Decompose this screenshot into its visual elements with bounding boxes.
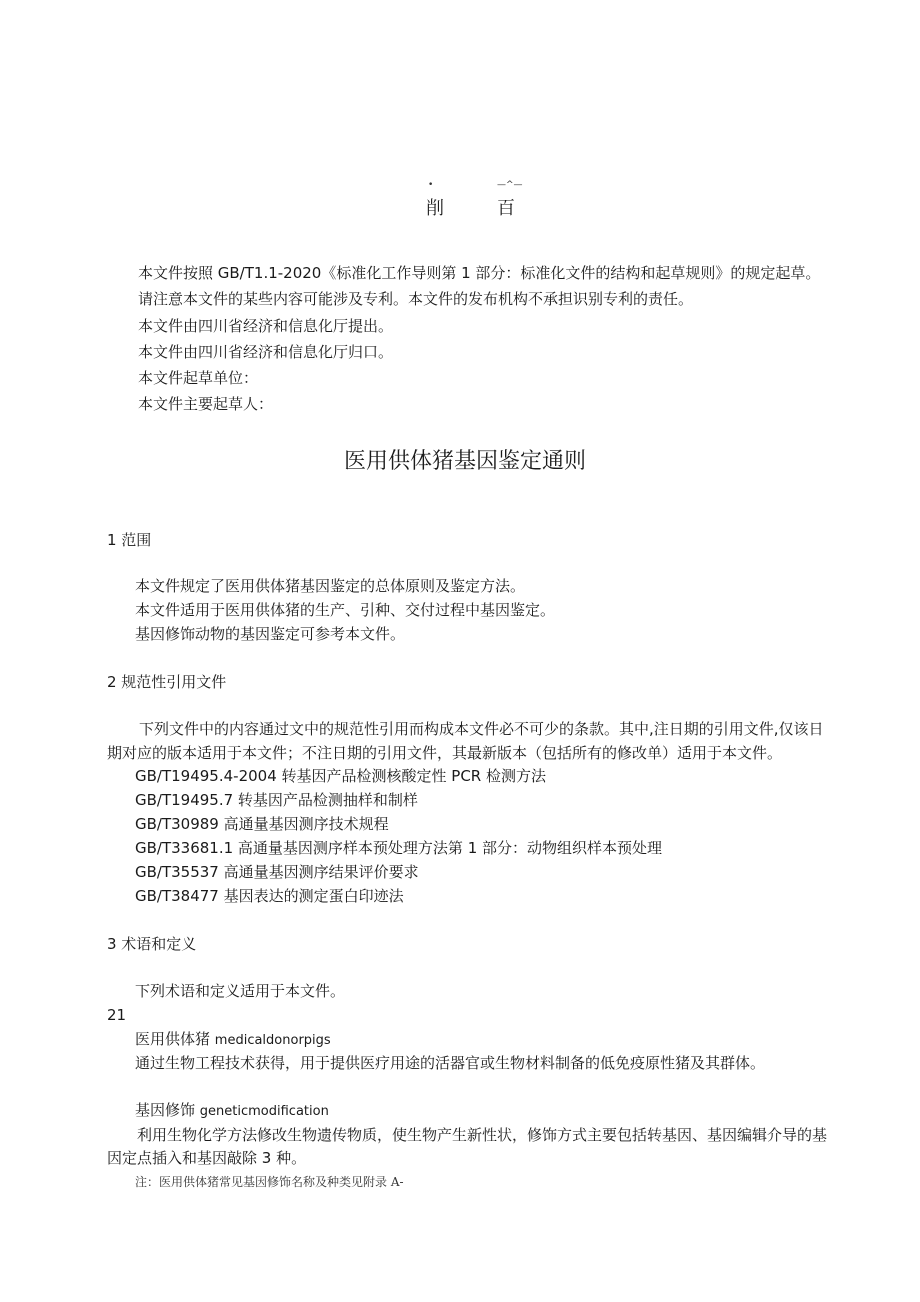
clause-number: 21	[107, 1006, 127, 1024]
foreword-line-2: 请注意本文件的某些内容可能涉及专利。本文件的发布机构不承担识别专利的责任。	[138, 290, 694, 308]
term-1-chinese: 医用供体猪	[135, 1030, 211, 1048]
section-1-paragraph-1: 本文件规定了医用供体猪基因鉴定的总体原则及鉴定方法。	[135, 577, 526, 595]
header-mark-left: •	[428, 180, 434, 190]
reference-item-6: GB/T38477 基因表达的测定蛋白印迹法	[135, 887, 404, 905]
foreword-line-1: 本文件按照 GB/T1.1-2020《标准化工作导则第 1 部分：标准化文件的结构和起草规则》的规定起草。	[138, 264, 821, 282]
term-1-heading	[135, 1029, 331, 1051]
section-1-paragraph-2: 本文件适用于医用供体猪的生产、引种、交付过程中基因鉴定。	[135, 601, 556, 619]
reference-item-1: GB/T19495.4-2004 转基因产品检测核酸定性 PCR 检测方法	[135, 767, 546, 785]
section-3-intro: 下列术语和定义适用于本文件。	[135, 982, 346, 1000]
header-word-right: 百	[497, 198, 515, 219]
section-2-intro: 下列文件中的内容通过文中的规范性引用而构成本文件必不可少的条款。其中,注日期的引用文件,仅该日期对应的版本适用于本文件；不注日期的引用文件，其最新版本（包括所有的修改单）适用于本文件。	[107, 720, 824, 762]
foreword-line-4: 本文件由四川省经济和信息化厅归口。	[138, 343, 394, 361]
term-1-definition: 通过生物工程技术获得，用于提供医疗用途的活器官或生物材料制备的低免疫原性猪及其群体。	[135, 1054, 766, 1072]
section-1-paragraph-3: 基因修饰动物的基因鉴定可参考本文件。	[135, 625, 406, 643]
reference-item-3: GB/T30989 高通量基因测序技术规程	[135, 815, 389, 833]
reference-item-5: GB/T35537 高通量基因测序结果评价要求	[135, 863, 419, 881]
annex-note: 注：医用供体猪常见基因修饰名称及种类见附录 A-	[135, 1175, 404, 1189]
foreword-line-6: 本文件主要起草人：	[138, 395, 274, 413]
term-2-english: geneticmodification	[199, 1104, 329, 1119]
reference-item-2: GB/T19495.7 转基因产品检测抽样和制样	[135, 791, 418, 809]
section-2-heading: 2 规范性引用文件	[107, 673, 227, 691]
term-2-definition: 利用生物化学方法修改生物遗传物质，使生物产生新性状，修饰方式主要包括转基因、基因编辑介导的基因定点插入和基因敲除 3 种。	[107, 1126, 828, 1167]
section-1-heading: 1 范围	[107, 531, 152, 549]
document-title: 医用供体猪基因鉴定通则	[344, 449, 587, 474]
foreword-line-5: 本文件起草单位：	[138, 369, 259, 387]
header-mark-right: —^—	[497, 180, 523, 190]
term-2-chinese: 基因修饰	[135, 1101, 196, 1119]
header-word-left: 削	[426, 198, 444, 219]
term-1-english: medicaldonorpigs	[214, 1033, 331, 1048]
section-3-heading: 3 术语和定义	[107, 935, 197, 953]
reference-item-4: GB/T33681.1 高通量基因测序样本预处理方法第 1 部分：动物组织样本预处理	[135, 839, 663, 857]
foreword-line-3: 本文件由四川省经济和信息化厅提出。	[138, 317, 394, 335]
term-2-heading	[135, 1100, 329, 1122]
